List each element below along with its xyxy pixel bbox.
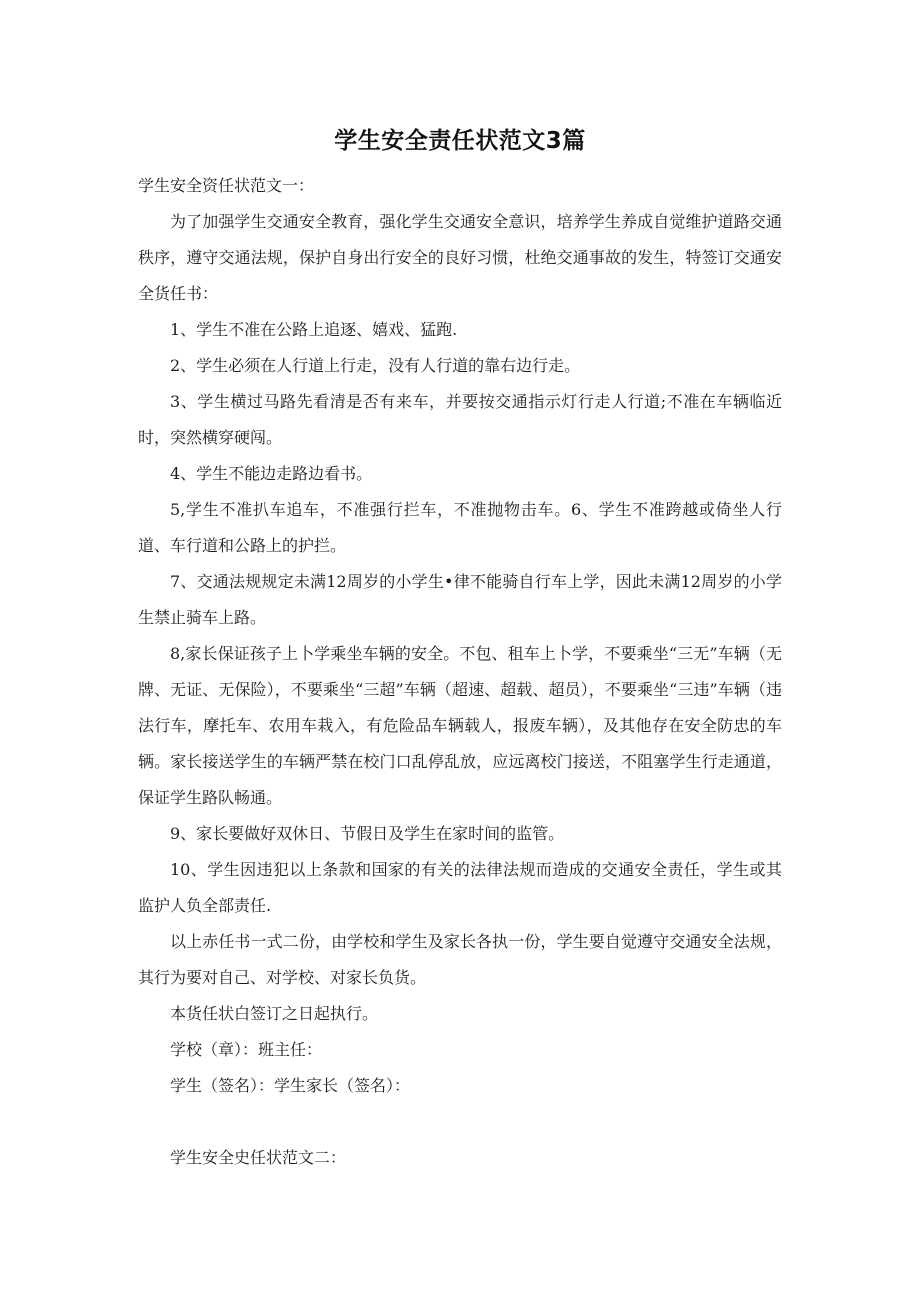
list-item: 1、学生不准在公路上追逐、嬉戏、猛跑. bbox=[170, 320, 458, 339]
closing-paragraph: 以上赤任书一式二份，由学校和学生及家长各执一份，学生要自觉遵守交通安全法规，其行为要对自己、对学校、对家长负货。 bbox=[138, 932, 782, 987]
intro-paragraph: 为了加强学生交通安全教育，强化学生交通安全意识，培养学生养成自觉维护道路交通秩序，遵守交通法规，保护自身出行安全的良好习惯，杜绝交通事故的发生，特签订交通安全货任书： bbox=[138, 212, 782, 303]
list-item: 5,学生不准扒车追车，不准强行拦车，不准抛物击车。6、学生不准跨越或倚坐人行道、车行道和公路上的护拦。 bbox=[138, 500, 782, 555]
list-item: 3、学生横过马路先看清是否有来车，并要按交通指示灯行走人行道;不准在车辆临近时，突然横穿硬闯。 bbox=[138, 392, 782, 447]
document-title: 学生安全责任状范文3篇 bbox=[334, 128, 586, 154]
list-item: 9、家长要做好双休日、节假日及学生在家时间的监管。 bbox=[170, 824, 565, 843]
section2-heading: 学生安全史任状范文二： bbox=[170, 1148, 347, 1167]
effective-statement: 本货任状白签订之日起执行。 bbox=[170, 1004, 379, 1023]
list-item: 2、学生必须在人行道上行走，没有人行道的靠右边行走。 bbox=[170, 356, 581, 375]
document-body bbox=[138, 168, 782, 1176]
list-item: 8,家长保证孩子上卜学乘坐车辆的安全。不包、租车上卜学，不要乘坐“三无”车辆（无牌、无证、无保险），不要乘坐“三超”车辆（超速、超载、超员），不要乘坐“三违”车辆（违法行车，摩托车、农用车栽入，有危险品车辆载人，报废车辆），及其他存在安全防忠的车辆。家长接送学生的车辆严禁在校门口乱停乱放，应远离校门接送，不阻塞学生行走通道，保证学生路队畅通。 bbox=[138, 644, 782, 807]
list-item: 10、学生因违犯以上条款和国家的有关的法律法规而造成的交通安全责任，学生或其监护人负全部责任. bbox=[138, 860, 782, 915]
list-item: 4、学生不能边走路边看书。 bbox=[170, 464, 373, 483]
blank-gap bbox=[138, 1104, 782, 1140]
school-signature-line: 学校（章）：班主任： bbox=[170, 1040, 323, 1059]
section1-heading: 学生安全资任状范文一： bbox=[138, 176, 315, 195]
student-signature-line: 学生（签名）：学生家长（签名）： bbox=[170, 1076, 411, 1095]
list-item: 7、交通法规规定未满12周岁的小学生•律不能骑自行车上学，因此未满12周岁的小学生禁止骑车上路。 bbox=[138, 572, 782, 627]
